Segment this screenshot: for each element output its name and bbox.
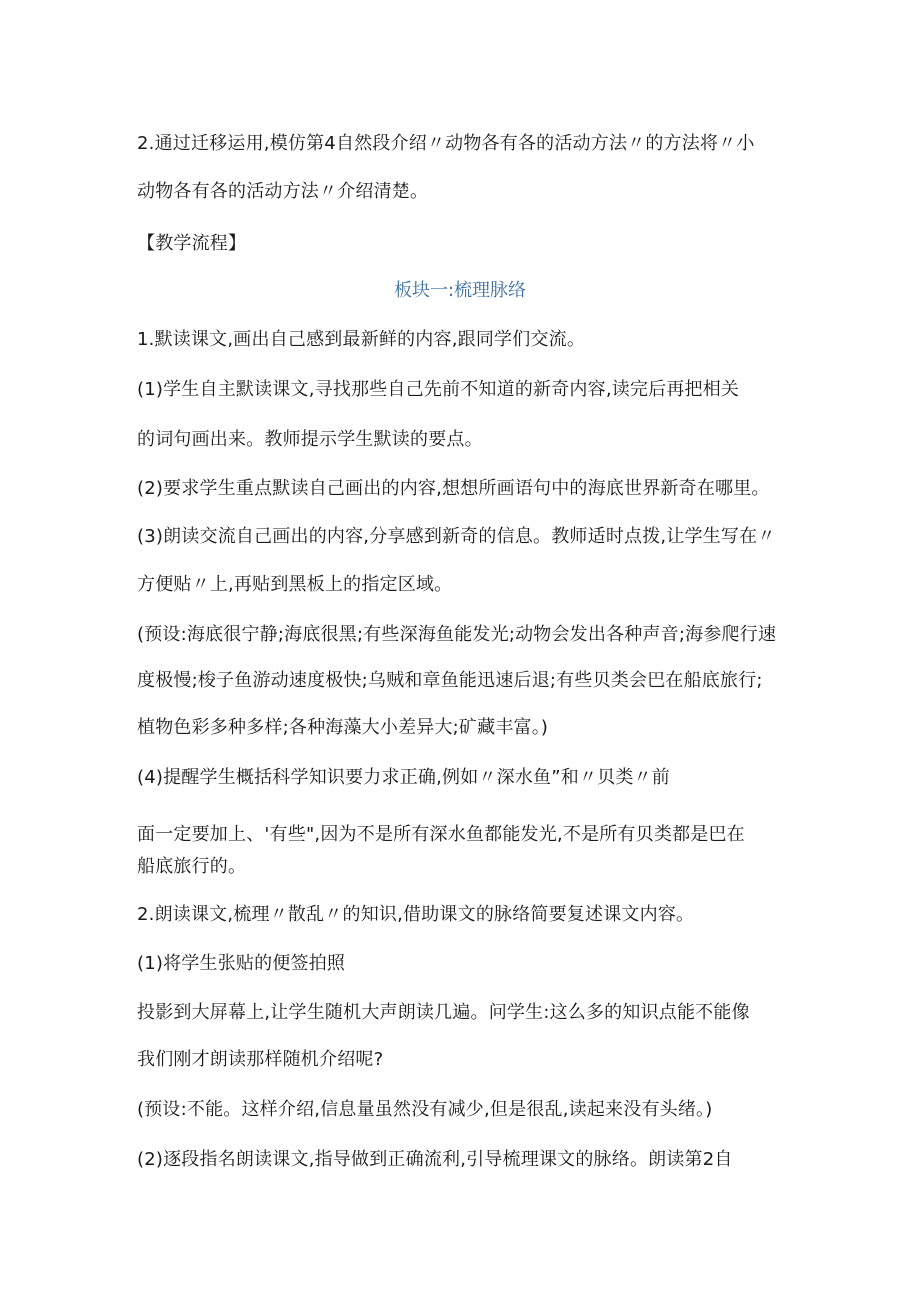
paragraph-line: (预设:海底很宁静;海底很黑;有些深海鱼能发光;动物会发出各种声音;海参爬行速 — [137, 624, 777, 645]
paragraph-line: 1.默读课文,画出自己感到最新鲜的内容,跟同学们交流。 — [137, 329, 586, 350]
paragraph-line: 动物各有各的活动方法〃介绍清楚。 — [137, 181, 429, 202]
paragraph-line: 方便贴〃上,再贴到黑板上的指定区域。 — [137, 574, 453, 595]
paragraph-line: 2.通过迁移运用,模仿第4自然段介绍〃动物各有各的活动方法〃的方法将〃小 — [137, 133, 755, 154]
paragraph-line: (3)朗读交流自己画出的内容,分享感到新奇的信息。教师适时点拨,让学生写在〃 — [137, 526, 776, 547]
paragraph-line: 的词句画出来。教师提示学生默读的要点。 — [137, 429, 483, 450]
paragraph-line: 度极慢;梭子鱼游动速度极快;乌贼和章鱼能迅速后退;有些贝类会巴在船底旅行; — [137, 670, 763, 691]
paragraph-line: (2)逐段指名朗读课文,指导做到正确流利,引导梳理课文的脉络。朗读第2自 — [137, 1149, 733, 1170]
paragraph-line: 2.朗读课文,梳理〃散乱〃的知识,借助课文的脉络简要复述课文内容。 — [137, 904, 695, 925]
paragraph-line: 投影到大屏幕上,让学生随机大声朗读几遍。问学生:这么多的知识点能不能像 — [137, 1002, 750, 1023]
paragraph-line: (4)提醒学生概括科学知识要力求正确,例如〃深水鱼”和〃贝类〃前 — [137, 767, 670, 788]
paragraph-line: 面一定要加上、'有些",因为不是所有深水鱼都能发光,不是所有贝类都是巴在 — [137, 824, 745, 845]
paragraph-line: (2)要求学生重点默读自己画出的内容,想想所画语句中的海底世界新奇在哪里。 — [137, 478, 770, 499]
paragraph-line: (预设:不能。这样介绍,信息量虽然没有减少,但是很乱,读起来没有头绪。) — [137, 1099, 713, 1120]
paragraph-line: (1)学生自主默读课文,寻找那些自己先前不知道的新奇内容,读完后再把相关 — [137, 379, 740, 400]
section-label: 【教学流程】 — [137, 233, 247, 254]
paragraph-line: 我们刚才朗读那样随机介绍呢? — [137, 1049, 384, 1070]
paragraph-line: 船底旅行的。 — [137, 856, 247, 877]
paragraph-line: (1)将学生张贴的便签拍照 — [137, 953, 346, 974]
section-heading: 板块一:梳理脉络 — [393, 280, 527, 301]
paragraph-line: 植物色彩多种多样;各种海藻大小差异大;矿藏丰富。) — [137, 717, 549, 738]
